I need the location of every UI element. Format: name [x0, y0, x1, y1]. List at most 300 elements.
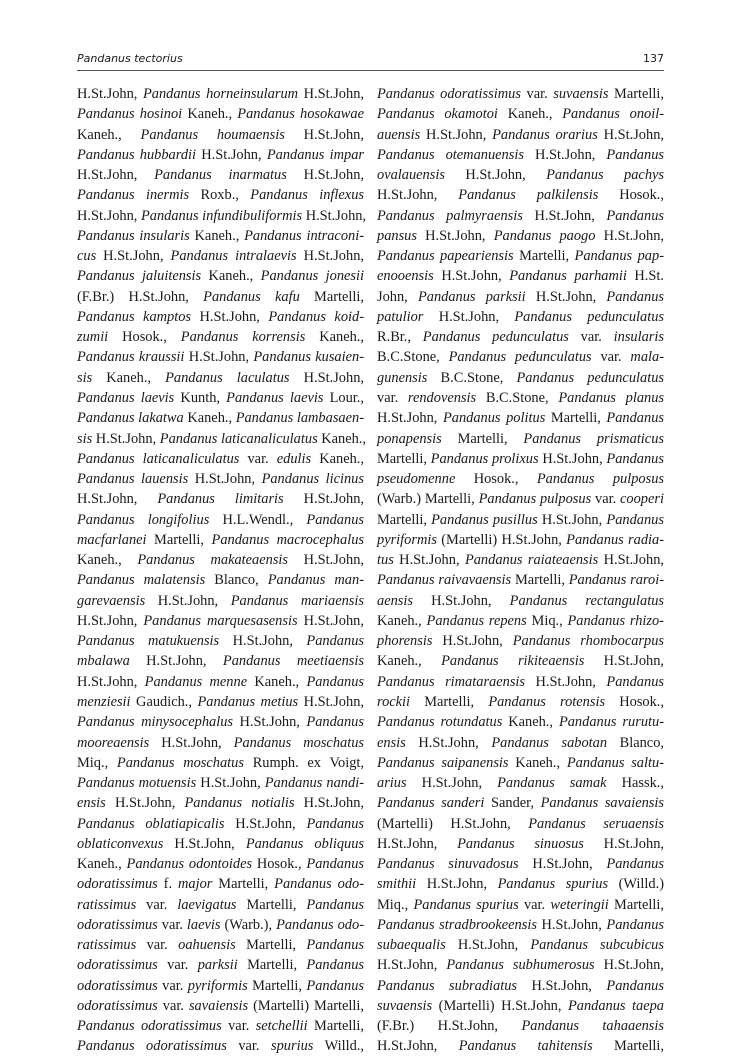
taxon-name: Pandanus: [606, 207, 664, 224]
taxon-name: zumii: [77, 329, 109, 346]
authority-text: H.St.John,: [77, 612, 144, 629]
taxon-name: Pandanus seruaensis: [528, 815, 664, 832]
text-line: [377, 935, 664, 955]
taxon-name: Pandanus moschatus: [116, 754, 244, 771]
taxon-name: major: [177, 876, 213, 893]
authority-text: var.: [591, 349, 631, 366]
authority-text: (F.Br.) H.St.John,: [377, 1018, 522, 1035]
text-line: [77, 915, 364, 935]
text-line: [377, 611, 664, 631]
taxon-name: Pandanus raivavaensis: [377, 572, 512, 589]
taxon-name: Pandanus odo-: [276, 916, 364, 933]
authority-text: (Martelli) H.St.John,: [432, 997, 568, 1014]
text-line: [377, 469, 664, 489]
authority-text: Martelli,: [307, 1018, 364, 1035]
authority-text: Willd.,: [313, 1038, 364, 1055]
authority-text: Kaneh.,: [77, 856, 127, 873]
text-line: [377, 408, 664, 428]
taxon-name: Pandanus palmyraensis: [377, 207, 523, 224]
taxon-name: Pandanus limitaris: [157, 491, 284, 508]
header-rule: [77, 70, 664, 71]
authority-text: H.St.John,: [283, 491, 364, 508]
authority-text: H.St.John,: [289, 369, 364, 386]
authority-text: Kaneh.,: [317, 430, 367, 447]
taxon-name: Pandanus: [606, 511, 664, 528]
taxon-name: suvaensis: [377, 997, 433, 1014]
text-line: [377, 915, 664, 935]
taxon-name: Pandanus: [606, 916, 664, 933]
authority-text: H.St.John,: [416, 876, 498, 893]
authority-text: H.St.John,: [145, 592, 231, 609]
text-line: [377, 125, 664, 145]
authority-text: H.St.John,: [423, 308, 515, 325]
authority-text: H.St.John,: [518, 856, 607, 873]
text-line: [377, 307, 664, 327]
taxon-name: odoratissimus: [77, 997, 158, 1014]
taxon-name: Pandanus: [306, 714, 364, 731]
authority-text: Blanco,: [205, 572, 268, 589]
text-line: [377, 246, 664, 266]
text-line: [77, 773, 364, 793]
taxon-name: Pandanus savaiensis: [540, 795, 664, 812]
taxon-name: Pandanus planus: [558, 389, 665, 406]
authority-text: H.St.John,: [105, 795, 185, 812]
taxon-name: Pandanus menne: [144, 673, 248, 690]
taxon-name: Pandanus pachys: [546, 167, 664, 184]
authority-text: H.St.John,: [377, 835, 458, 852]
authority-text: H.St.John,: [219, 633, 307, 650]
text-line: [377, 104, 664, 124]
text-line: [77, 996, 364, 1016]
taxon-name: Pandanus laevis: [77, 389, 175, 406]
taxon-name: Pandanus rhombocarpus: [512, 633, 664, 650]
taxon-name: insularis: [613, 329, 665, 346]
authority-text: H.St.John,: [416, 227, 494, 244]
taxon-name: Pandanus laticanaliculatus: [77, 450, 240, 467]
taxon-name: Pandanus korrensis: [180, 329, 306, 346]
taxon-name: Pandanus: [606, 977, 664, 994]
authority-text: H.St.John,: [163, 835, 246, 852]
authority-text: Martelli,: [608, 896, 664, 913]
taxon-name: Pandanus: [606, 410, 664, 427]
taxon-name: Pandanus pulposus: [536, 471, 664, 488]
taxon-name: Pandanus pedunculatus: [448, 349, 592, 366]
taxon-name: Pandanus: [606, 288, 664, 305]
authority-text: H.St.John,: [184, 349, 254, 366]
authority-text: Martelli,: [545, 410, 607, 427]
authority-text: H.St.John,: [296, 248, 364, 265]
authority-text: Kaneh.,: [377, 612, 427, 629]
text-line: [377, 429, 664, 449]
authority-text: H.St.John,: [377, 1038, 459, 1055]
taxon-name: enooensis: [377, 268, 434, 285]
text-line: [377, 591, 664, 611]
text-line: [77, 246, 364, 266]
text-line: [377, 388, 664, 408]
text-line: [377, 266, 664, 286]
text-line: [77, 1036, 364, 1056]
text-line: [377, 550, 664, 570]
authority-text: H.St.John,: [525, 673, 607, 690]
authority-text: H.St.John,: [522, 207, 607, 224]
taxon-name: Pandanus: [606, 856, 664, 873]
authority-text: Rumph. ex Voigt,: [243, 754, 364, 771]
taxon-name: Pandanus tahaaensis: [521, 1018, 664, 1035]
authority-text: H.St.John,: [537, 511, 607, 528]
taxon-name: laevis: [186, 916, 221, 933]
text-line: [77, 591, 364, 611]
taxon-name: ensis: [77, 795, 106, 812]
taxon-name: Pandanus rimataraensis: [377, 673, 526, 690]
authority-text: Martelli,: [511, 572, 569, 589]
authority-text: var.: [520, 86, 554, 102]
text-line: [77, 347, 364, 367]
authority-text: H.St.John,: [517, 977, 607, 994]
text-line: [77, 874, 364, 894]
authority-text: (Martelli) H.St.John,: [436, 531, 567, 548]
text-line: [77, 266, 364, 286]
taxon-name: Pandanus: [306, 633, 364, 650]
taxon-name: weteringii: [550, 896, 609, 913]
taxon-name: Pandanus kraussii: [77, 349, 185, 366]
authority-text: R.Br.,: [377, 329, 423, 346]
text-line: [377, 631, 664, 651]
taxon-name: Pandanus intraconi-: [244, 227, 365, 244]
text-line: [377, 185, 664, 205]
taxon-name: Pandanus moschatus: [233, 734, 365, 751]
authority-text: H.St.John,: [523, 146, 607, 163]
taxon-name: Pandanus impar: [266, 146, 364, 163]
taxon-name: Pandanus laevis: [226, 389, 324, 406]
taxon-name: Pandanus: [606, 673, 664, 690]
text-line: [77, 814, 364, 834]
authority-text: H.St.John,: [583, 835, 664, 852]
taxon-name: mbalawa: [77, 653, 130, 670]
text-line: [77, 854, 364, 874]
authority-text: H.St.John,: [377, 187, 459, 204]
text-line: [77, 368, 364, 388]
authority-text: H.St.: [626, 268, 664, 285]
authority-text: H.St.John,: [288, 552, 364, 569]
taxon-name: Pandanus spurius: [413, 896, 519, 913]
authority-text: Martelli,: [377, 450, 431, 467]
authority-text: H.St.John,: [77, 491, 158, 508]
taxon-name: Pandanus metius: [197, 693, 299, 710]
authority-text: H.St.John,: [420, 126, 493, 143]
text-line: [377, 976, 664, 996]
taxon-name: Pandanus pedunculatus: [514, 308, 664, 325]
text-line: [377, 955, 664, 975]
taxon-name: setchellii: [255, 1018, 308, 1035]
taxon-name: sis: [77, 369, 93, 386]
authority-text: var.: [157, 957, 198, 974]
taxon-name: Pandanus motuensis: [77, 775, 197, 792]
authority-text: H.St.John,: [412, 592, 510, 609]
taxon-name: Pandanus: [306, 511, 364, 528]
taxon-name: Pandanus papeariensis: [377, 248, 514, 265]
taxon-name: Pandanus subhumerosus: [446, 957, 595, 974]
authority-text: B.C.Stone,: [476, 389, 559, 406]
authority-text: Kunth,: [174, 389, 227, 406]
taxon-name: Pandanus jonesii: [260, 268, 364, 285]
taxon-name: tus: [377, 552, 394, 569]
text-column-right: [377, 84, 664, 1057]
taxon-name: patulior: [377, 308, 424, 325]
authority-text: H.St.John,: [149, 734, 234, 751]
taxon-name: Pandanus parksii: [417, 288, 526, 305]
text-line: [77, 692, 364, 712]
authority-text: H.St.John,: [406, 775, 498, 792]
taxon-name: Pandanus radia-: [566, 531, 665, 548]
authority-text: Hassk.,: [606, 775, 664, 792]
taxon-name: spurius: [270, 1038, 314, 1055]
taxon-name: Pandanus saltu-: [566, 754, 664, 771]
text-line: [77, 935, 364, 955]
taxon-name: Pandanus orarius: [492, 126, 598, 143]
text-line: [77, 834, 364, 854]
taxon-name: odoratissimus: [77, 916, 158, 933]
running-header: [77, 52, 664, 68]
text-line: [377, 1036, 664, 1056]
taxon-name: Pandanus: [306, 673, 365, 690]
text-line: [77, 206, 367, 226]
authority-text: Martelli,: [235, 937, 307, 954]
taxon-name: Pandanus kusaien-: [253, 349, 364, 366]
authority-text: Martelli,: [608, 86, 664, 102]
text-line: [77, 530, 364, 550]
taxon-name: odoratissimus: [77, 957, 158, 974]
running-title: Pandanus tectorius: [77, 52, 183, 65]
taxon-name: Pandanus odoratissimus: [377, 86, 521, 102]
taxon-name: Pandanus: [606, 450, 664, 467]
text-line: [377, 368, 664, 388]
authority-text: Hosok.,: [605, 693, 665, 710]
text-line: [377, 692, 664, 712]
taxon-name: Pandanus laticanaliculatus: [159, 430, 318, 447]
taxon-name: Pandanus horneinsularum: [142, 86, 299, 102]
taxon-name: Pandanus tahitensis: [458, 1038, 593, 1055]
taxon-name: Pandanus nandi-: [264, 775, 364, 792]
authority-text: Kaneh.,: [377, 653, 442, 670]
taxon-name: Pandanus pap-: [574, 248, 664, 265]
text-line: [377, 733, 664, 753]
text-line: [77, 125, 364, 145]
taxon-name: Pandanus: [306, 896, 364, 913]
taxon-name: Pandanus: [306, 957, 364, 974]
authority-text: B.C.Stone,: [377, 349, 449, 366]
authority-text: (Willd.): [608, 876, 664, 893]
text-line: [377, 672, 664, 692]
taxon-name: Pandanus hosokawae: [237, 106, 364, 123]
taxon-name: Pandanus odo-: [274, 876, 365, 893]
authority-text: Kaneh.,: [497, 106, 563, 123]
authority-text: H.St.John,: [129, 653, 223, 670]
authority-text: H.St.John,: [598, 552, 664, 569]
text-line: [77, 570, 364, 590]
text-line: [77, 672, 364, 692]
text-line: [377, 510, 664, 530]
authority-text: H.St.John,: [77, 673, 145, 690]
authority-text: Kaneh.,: [201, 268, 261, 285]
text-line: [77, 955, 364, 975]
taxon-name: ratissimus: [77, 937, 137, 954]
authority-text: H.St.John,: [298, 693, 364, 710]
taxon-name: Pandanus otemanuensis: [377, 146, 524, 163]
text-line: [77, 388, 364, 408]
taxon-name: mooreaensis: [77, 734, 150, 751]
text-line: [377, 206, 664, 226]
taxon-name: Pandanus kafu: [203, 288, 300, 305]
authority-text: Kaneh.,: [77, 126, 141, 143]
text-line: [377, 773, 664, 793]
taxon-name: Pandanus matukuensis: [77, 633, 220, 650]
taxon-name: phorensis: [377, 633, 433, 650]
authority-text: var.: [157, 997, 189, 1014]
text-line: [377, 895, 664, 915]
taxon-name: pyriformis: [187, 977, 248, 994]
authority-text: Miq.,: [526, 612, 568, 629]
text-line: [377, 347, 664, 367]
authority-text: var.: [157, 977, 188, 994]
authority-text: H.St.John,: [298, 86, 364, 102]
taxon-name: Pandanus raroi-: [568, 572, 664, 589]
authority-text: Kaneh.,: [305, 329, 364, 346]
taxon-name: Pandanus sanderi: [377, 795, 485, 812]
text-line: [377, 449, 664, 469]
text-line: [77, 753, 364, 773]
taxon-name: Pandanus pusillus: [431, 511, 538, 528]
authority-text: H.St.John,: [302, 207, 367, 224]
authority-text: H.St.John,: [188, 471, 262, 488]
text-line: [77, 976, 364, 996]
text-line: [77, 145, 364, 165]
taxon-name: Pandanus malatensis: [77, 572, 206, 589]
taxon-name: Pandanus licinus: [261, 471, 364, 488]
taxon-name: Pandanus parhamii: [509, 268, 627, 285]
authority-text: H.St.John,: [191, 308, 269, 325]
authority-text: H.St.John,: [595, 227, 664, 244]
taxon-name: ovalauensis: [377, 167, 445, 184]
authority-text: (Martelli) H.St.John,: [377, 815, 529, 832]
authority-text: H.St.John,: [377, 957, 447, 974]
taxon-name: Pandanus rotensis: [488, 693, 606, 710]
authority-text: var.: [136, 937, 179, 954]
text-line: [77, 712, 364, 732]
taxon-name: gunensis: [377, 369, 428, 386]
taxon-name: Pandanus lauensis: [77, 471, 189, 488]
taxon-name: Pandanus sabotan: [491, 734, 608, 751]
taxon-name: Pandanus stradbrookeensis: [377, 916, 537, 933]
authority-text: Hosok.,: [455, 471, 537, 488]
authority-text: Miq.,: [77, 754, 117, 771]
authority-text: Roxb.,: [189, 187, 251, 204]
authority-text: Hosok.,: [252, 856, 307, 873]
authority-text: Kaneh.,: [247, 673, 307, 690]
taxon-name: smithii: [377, 876, 417, 893]
authority-text: H.L.Wendl.,: [209, 511, 307, 528]
taxon-name: menziesii: [77, 693, 131, 710]
authority-text: Hosok.,: [108, 329, 181, 346]
text-line: [377, 793, 664, 813]
taxon-name: Pandanus okamotoi: [377, 106, 498, 123]
authority-text: Martelli,: [212, 876, 275, 893]
text-line: [377, 712, 664, 732]
authority-text: H.St.John,: [525, 288, 607, 305]
authority-text: H.St.John,: [377, 410, 443, 427]
taxon-name: Pandanus subradiatus: [377, 977, 518, 994]
authority-text: Martelli,: [146, 531, 212, 548]
text-line: [77, 307, 364, 327]
taxon-name: Pandanus onoil-: [562, 106, 664, 123]
text-line: [377, 834, 664, 854]
authority-text: Martelli,: [247, 977, 307, 994]
taxon-name: Pandanus infundibuliformis: [140, 207, 303, 224]
taxon-name: Pandanus koid-: [268, 308, 364, 325]
taxon-name: savaiensis: [188, 997, 249, 1014]
taxon-name: Pandanus inarmatus: [154, 167, 287, 184]
taxon-name: Pandanus rhizo-: [567, 612, 664, 629]
authority-text: H.St.John,: [92, 430, 160, 447]
taxon-name: laevigatus: [177, 896, 237, 913]
taxon-name: Pandanus macrocephalus: [211, 531, 364, 548]
taxon-name: Pandanus: [306, 856, 364, 873]
taxon-name: Pandanus prismaticus: [523, 430, 664, 447]
text-line: [377, 165, 664, 185]
authority-text: var.: [518, 896, 551, 913]
authority-text: Martelli,: [236, 896, 307, 913]
authority-text: Martelli,: [592, 1038, 664, 1055]
authority-text: H.St.John,: [538, 450, 607, 467]
authority-text: var.: [377, 389, 408, 406]
text-column-left: [77, 84, 367, 1057]
taxon-name: Pandanus odoratissimus: [77, 1018, 222, 1035]
taxon-name: Pandanus politus: [442, 410, 546, 427]
taxon-name: auensis: [377, 126, 421, 143]
authority-text: Kaneh.,: [92, 369, 166, 386]
taxon-name: Pandanus longifolius: [77, 511, 210, 528]
authority-text: var.: [239, 450, 277, 467]
taxon-name: odoratissimus: [77, 977, 158, 994]
text-line: [377, 327, 664, 347]
taxon-name: edulis: [276, 450, 312, 467]
text-line: [77, 895, 364, 915]
authority-text: H.St.John,: [432, 633, 513, 650]
authority-text: H.St.John,: [196, 775, 265, 792]
taxon-name: Pandanus rotundatus: [377, 714, 503, 731]
text-line: [77, 185, 364, 205]
text-line: [377, 84, 664, 104]
authority-text: Miq.,: [377, 896, 414, 913]
taxon-name: Pandanus lambasaen-: [235, 410, 364, 427]
taxon-name: Pandanus taepa: [567, 997, 664, 1014]
authority-text: H.St.John,: [584, 653, 664, 670]
taxon-name: ponapensis: [377, 430, 442, 447]
text-line: [377, 226, 664, 246]
taxon-name: Pandanus pedunculatus: [422, 329, 569, 346]
taxon-name: rendovensis: [407, 389, 477, 406]
text-line: [77, 104, 364, 124]
authority-text: Martelli,: [377, 511, 432, 528]
taxon-name: Pandanus repens: [426, 612, 527, 629]
authority-text: Kaneh.,: [189, 227, 245, 244]
taxon-name: Pandanus houmaensis: [140, 126, 285, 143]
authority-text: Sander,: [484, 795, 541, 812]
authority-text: H.St.John,: [284, 126, 364, 143]
text-line: [377, 651, 664, 671]
taxon-name: Pandanus: [606, 146, 664, 163]
text-line: [77, 226, 364, 246]
authority-text: Martelli,: [299, 288, 365, 305]
